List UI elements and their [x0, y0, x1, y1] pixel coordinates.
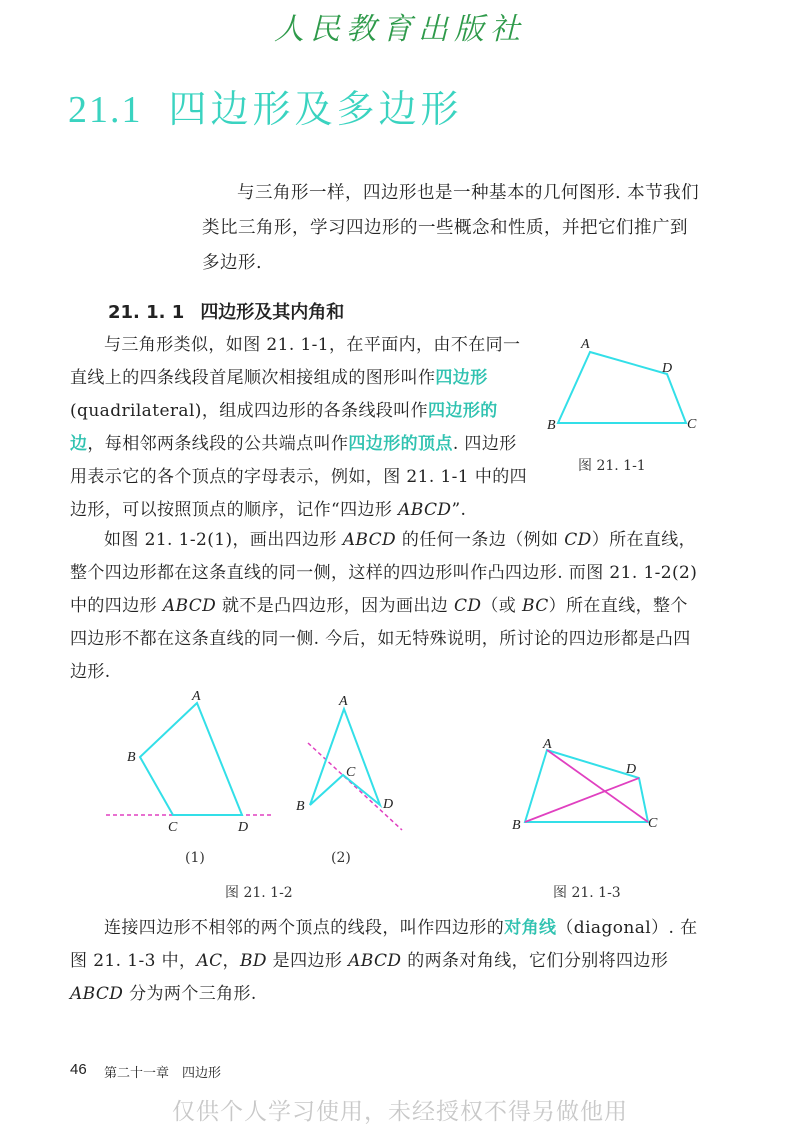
text-run: （diagonal）. 在图 21. 1-3 中，	[70, 918, 698, 971]
text-run: ，	[222, 951, 240, 971]
subsection-title: 四边形及其内角和	[200, 302, 345, 323]
publisher-logo: 人民教育出版社	[274, 12, 526, 47]
paragraph-convex	[70, 524, 700, 689]
section-title	[68, 78, 463, 133]
text-run: 是四边形	[266, 951, 349, 971]
segment-name: CD	[453, 596, 482, 616]
figure-sublabel-1: (1)	[185, 850, 205, 866]
vertex-label-c: C	[648, 816, 658, 831]
vertex-label-b: B	[127, 750, 136, 765]
term-diagonal: 对角线	[504, 918, 557, 938]
term-side: 四边形的边	[70, 401, 498, 454]
vertex-label-a: A	[543, 737, 552, 752]
quad-name: ABCD	[70, 984, 124, 1004]
text-run: (quadrilateral)，组成四边形的各条线段叫作	[70, 401, 429, 421]
vertex-label-d: D	[383, 797, 394, 812]
figure-caption-21-1-2: 图 21. 1-2	[225, 885, 293, 901]
quad-name: ABCD	[348, 951, 402, 971]
subsection-number: 21. 1. 1	[108, 302, 185, 323]
convex-quadrilateral	[140, 703, 242, 815]
text-run: 的任何一条边（例如	[396, 530, 565, 550]
text-run: 连接四边形不相邻的两个顶点的线段，叫作四边形的	[104, 918, 505, 938]
vertex-label-b: B	[547, 418, 556, 433]
figure-caption-21-1-1: 图 21. 1-1	[578, 458, 646, 474]
segment-name: AC	[196, 951, 223, 971]
text-run: ，每相邻两条线段的公共端点叫作	[87, 434, 349, 454]
vertex-label-c: C	[687, 417, 697, 432]
vertex-label-d: D	[238, 820, 249, 835]
text-run: 的两条对角线，它们分别将四边形	[401, 951, 669, 971]
quad-name: ABCD	[398, 500, 452, 520]
vertex-label-a: A	[339, 694, 348, 709]
vertex-label-b: B	[296, 799, 305, 814]
term-vertex: 四边形的顶点	[348, 434, 453, 454]
text-run: . 四边形用表示它的各个顶点的字母表示，例如，图 21. 1-1 中的四边形，可以按照顶点的顺序，记作“四边形	[70, 434, 528, 520]
vertex-label-b: B	[512, 818, 521, 833]
intro-paragraph: 与三角形一样，四边形也是一种基本的几何图形. 本节我们类比三角形，学习四边形的一些概念和性质，并把它们推广到多边形.	[202, 183, 700, 273]
subsection-heading	[108, 298, 344, 324]
text-run: 如图 21. 1-2(1)，画出四边形	[104, 530, 343, 550]
vertex-label-d: D	[662, 361, 673, 376]
extended-line-cd	[308, 743, 402, 830]
vertex-label-d: D	[626, 762, 637, 777]
vertex-label-c: C	[346, 765, 356, 780]
quad-name: ABCD	[162, 596, 217, 616]
figure-21-1-2	[100, 685, 420, 845]
text-run: 分为两个三角形.	[123, 984, 257, 1004]
text-run: ”.	[451, 500, 467, 520]
figure-21-1-3	[505, 733, 675, 838]
text-run: ）所在直线，整个四边形都在这条直线的同一侧，这样的四边形叫作凸四边形. 而图 21. 1-2(2)中的四边形	[70, 530, 698, 616]
figure-caption-21-1-3: 图 21. 1-3	[553, 885, 621, 901]
segment-name: BD	[239, 951, 267, 971]
chapter-label: 第二十一章 四边形	[104, 1066, 222, 1081]
paragraph-diagonal	[70, 912, 700, 1011]
figure-sublabel-2: (2)	[331, 850, 351, 866]
watermark: 仅供个人学习使用，未经授权不得另做他用	[172, 1099, 628, 1125]
concave-quadrilateral	[310, 709, 380, 805]
quadrilateral-shape	[525, 750, 648, 822]
text-run: （或	[481, 596, 522, 616]
section-number: 21.1	[68, 89, 143, 131]
segment-name: BC	[522, 596, 549, 616]
quad-name: ABCD	[342, 530, 397, 550]
diagonal-ac	[547, 750, 648, 822]
text-run: 就不是凸四边形，因为画出边	[216, 596, 454, 616]
text-run: 与三角形类似，如图 21. 1-1，在平面内，由不在同一直线上的四条线段首尾顺次相接组成的图形叫作	[70, 335, 521, 388]
vertex-label-c: C	[168, 820, 178, 835]
text-run: ）所在直线，整个四边形不都在这条直线的同一侧. 今后，如无特殊说明，所讨论的四边形都是凸四边形.	[70, 596, 691, 682]
term-quadrilateral: 四边形	[435, 368, 488, 388]
section-title-text: 四边形及多边形	[168, 87, 463, 131]
diagonal-bd	[525, 778, 639, 822]
vertex-label-a: A	[581, 337, 590, 352]
segment-name: CD	[564, 530, 592, 550]
page-number: 46	[70, 1061, 87, 1078]
paragraph-definition	[70, 329, 532, 527]
figure-21-1-1	[545, 335, 705, 435]
vertex-label-a: A	[192, 689, 201, 704]
